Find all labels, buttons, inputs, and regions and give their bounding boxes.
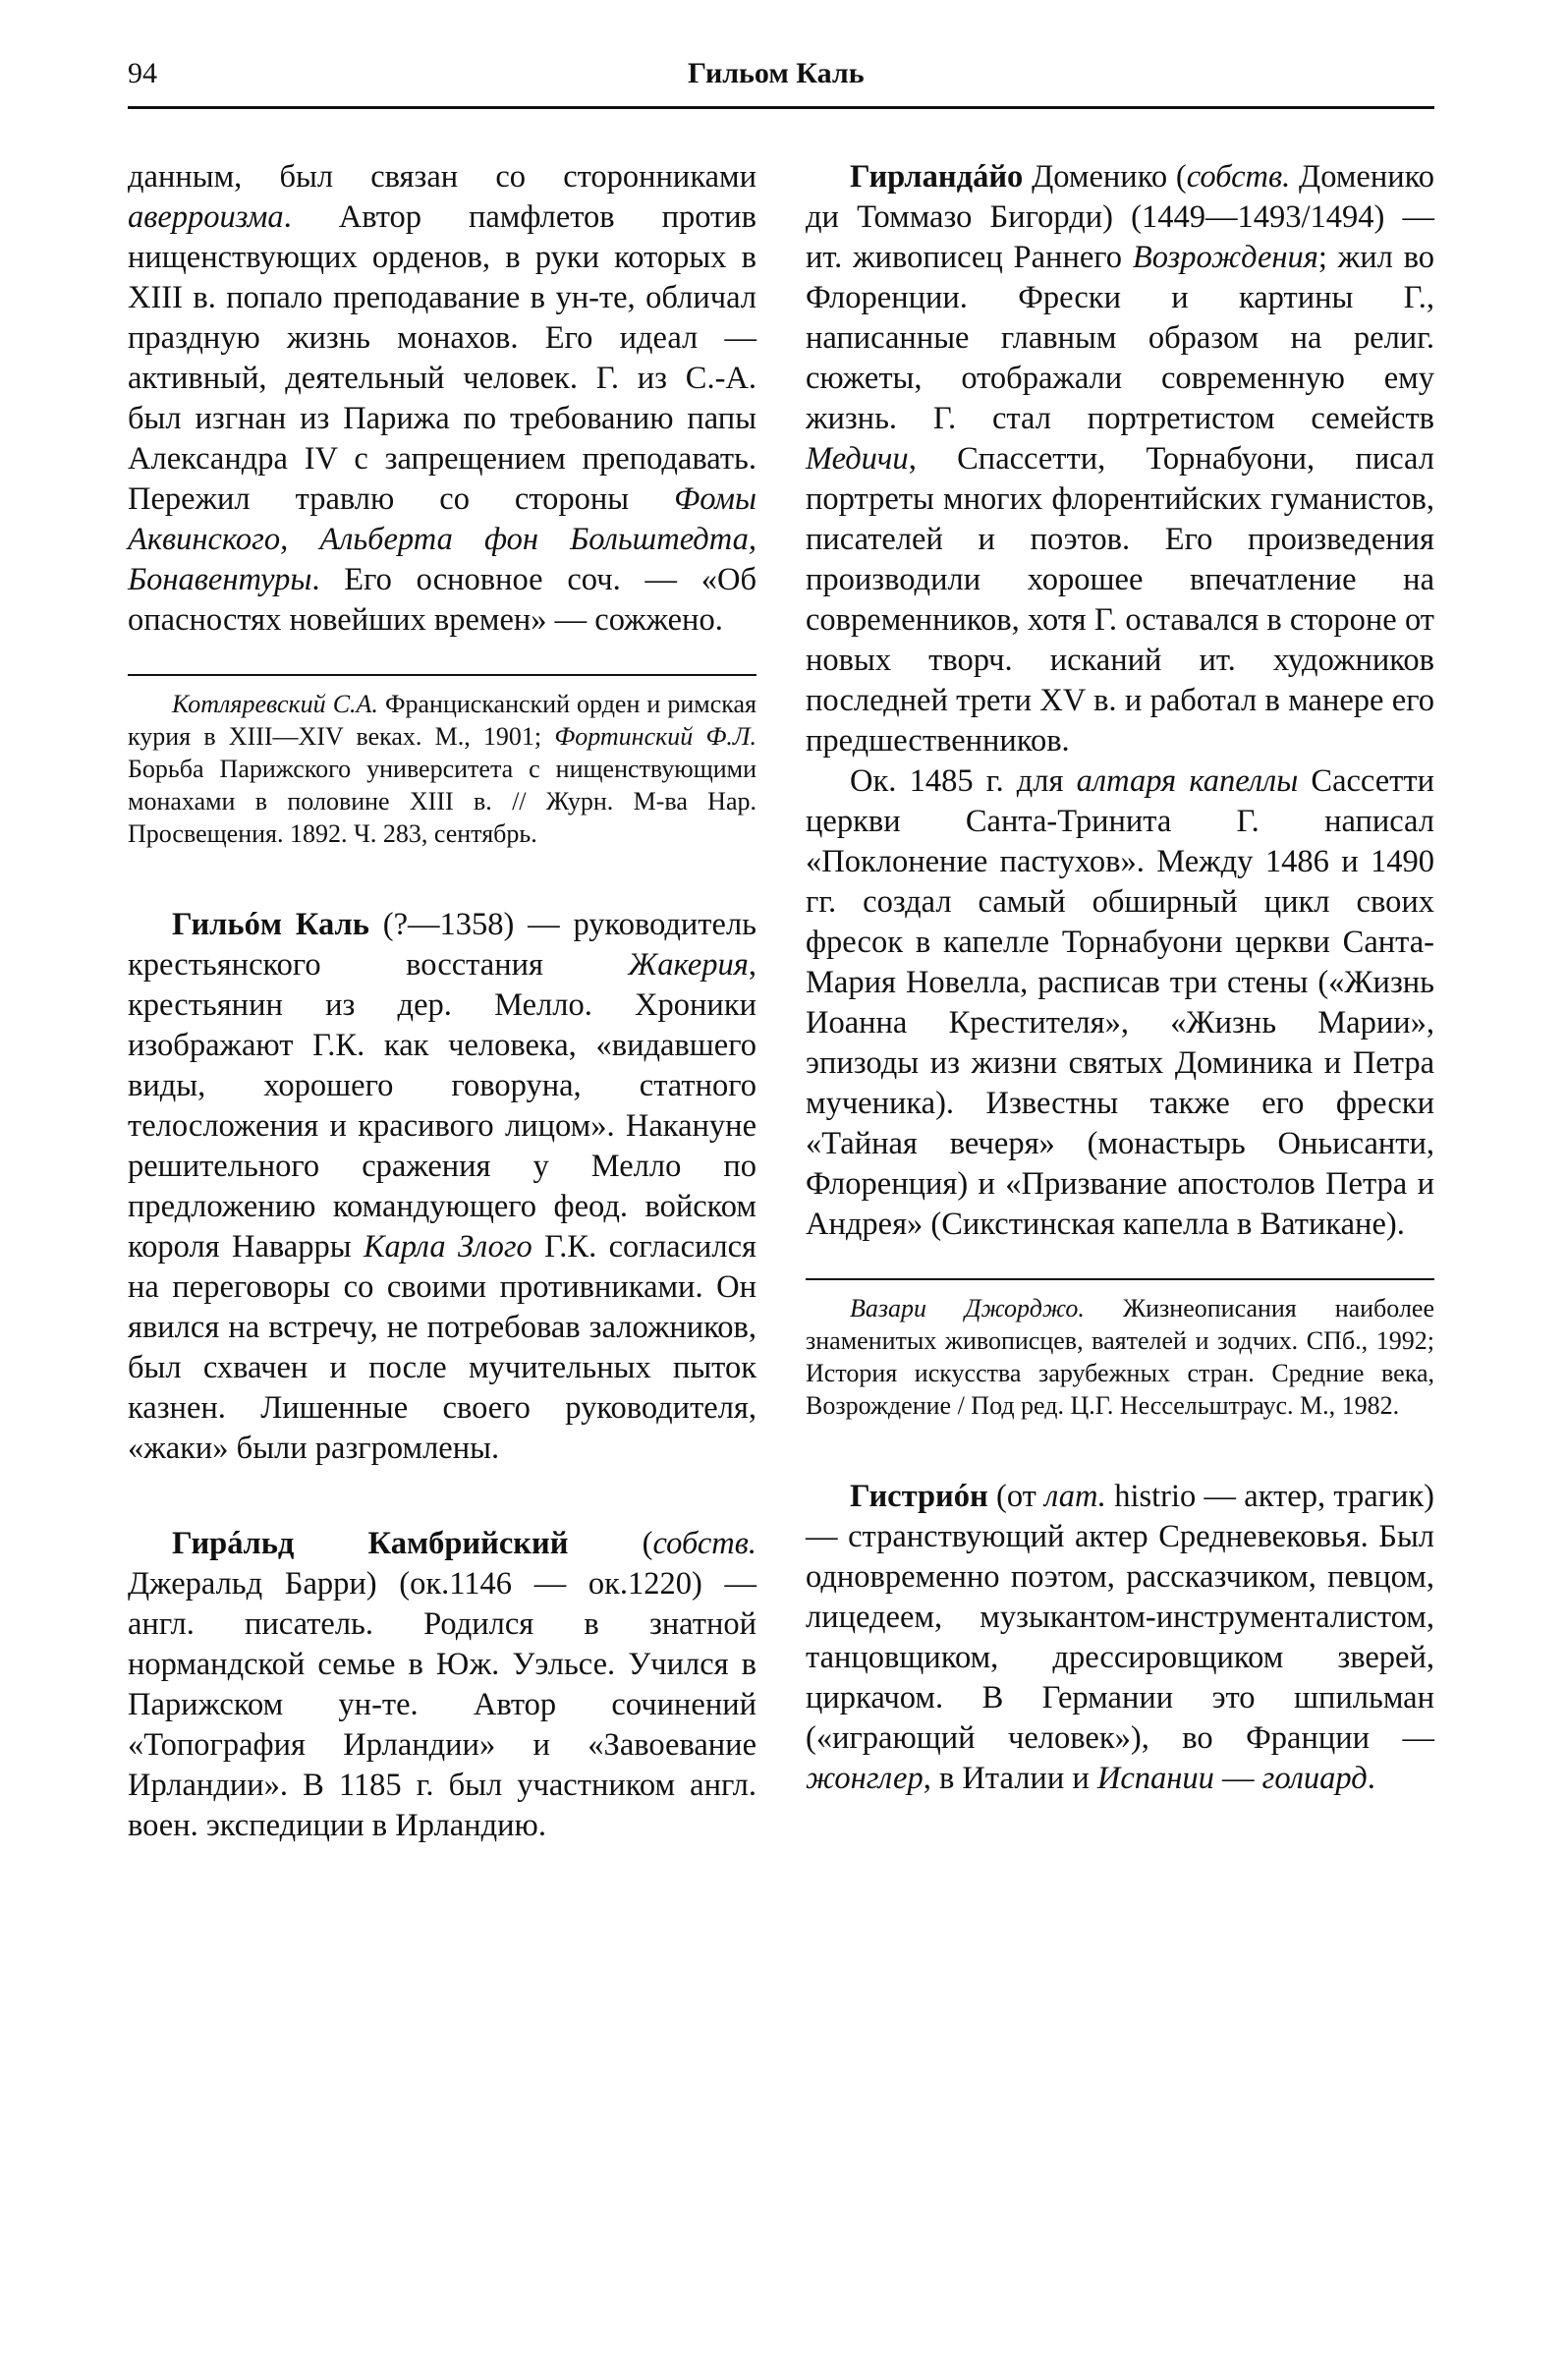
entry-headword: Гильóм Каль <box>172 907 369 942</box>
references-block <box>128 688 756 850</box>
running-head: Гильом Каль <box>688 57 865 89</box>
left-column <box>128 157 756 1880</box>
reference-text: Вазари Джорджо. Жизнеописания наиболее знаменитых живописцев, ваятелей и зодчих. СПб., 1992; История искусства зарубежных стран. Средние века, Возрождение / Под ред. Ц.Г. Нессельштраус. М., 1982. <box>806 1294 1435 1420</box>
entry-headword: Гистриóн <box>850 1479 988 1514</box>
page-number: 94 <box>128 57 157 89</box>
entry-histrion: Гистриóн (от лат. histrio — актер, трагик) — странствующий актер Средневековья. Был одновременно поэтом, рассказчиком, певцом, лицедеем, музыкантом-инструменталистом, танцовщиком, дрессировщиком зверей, циркачом. В Германии это шпильман («играющий человек»), во Франции — жонглер, в Италии и Испании — голиард. <box>806 1479 1434 1796</box>
section-separator <box>806 1278 1434 1280</box>
entry-headword: Гирландáйо <box>850 159 1024 195</box>
reference-text: Котляревский С.А. Францисканский орден и римская курия в XIII—XIV веках. М., 1901; Фортинский Ф.Л. Борьба Парижского университета с нищенствующими монахами в половине XIII в. // Журн. М-ва Нар. Просвещения. 1892. Ч. 283, сентябрь. <box>128 690 756 848</box>
entry-ghirlandaio: Гирландáйо Доменико (собств. Доменико ди Томмазо Бигорди) (1449—1493/1494) — ит. живописец Раннего Возрождения; жил во Флоренции. Фрески и картины Г., написанные главным образом на религ. сюжеты, отображали современную ему жизнь. Г. стал портретистом семейств Медичи, Спассетти, Торнабуони, писал портреты многих флорентийских гуманистов, писателей и поэтов. Его произведения производили хорошее впечатление на современников, хотя Г. оставался в стороне от новых творч. исканий ит. художников последней трети XV в. и работал в манере его предшественников. <box>806 159 1434 759</box>
entry-ghirlandaio-paragraph-2: Ок. 1485 г. для алтаря капеллы Сассетти церкви Санта-Тринита Г. написал «Поклонение пастухов». Между 1486 и 1490 гг. создал самый обширный цикл своих фресок в капелле Торнабуони церкви Санта-Мария Новелла, расписав три стены («Жизнь Иоанна Крестителя», «Жизнь Марии», эпизоды из жизни святых Доминика и Петра мученика). Известны также его фрески «Тайная вечеря» (монастырь Оньисанти, Флоренция) и «Призвание апостолов Петра и Андрея» (Сикстинская капелла в Ватикане). <box>806 763 1434 1242</box>
right-column <box>806 157 1434 1832</box>
references-block <box>806 1292 1434 1422</box>
entry-guillaume-cale: Гильóм Каль (?—1358) — руководитель крестьянского восстания Жакерия, крестьянин из дер. Мелло. Хроники изображают Г.К. как человека, «видавшего виды, хорошего говоруна, статного телосложения и красивого лицом». Накануне решительного сражения у Мелло по предложению командующего феод. войском короля Наварры Карла Злого Г.К. согласился на переговоры со своими противниками. Он явился на встречу, не потребовав заложников, был схвачен и после мучительных пыток казнен. Лишенные своего руководителя, «жаки» были разгромлены. <box>128 907 756 1466</box>
header-rule <box>128 106 1434 109</box>
entry-headword: Гирáльд Камбрийский <box>172 1526 569 1561</box>
section-separator <box>128 674 756 676</box>
continued-entry-text: данным, был связан со сторонниками аверроизма. Автор памфлетов против нищенствующих орденов, в руки которых в XIII в. попало преподавание в ун-те, обличал праздную жизнь монахов. Его идеал — активный, деятельный человек. Г. из С.-А. был изгнан из Парижа по требованию папы Александра IV с запрещением преподавать. Пережил травлю со стороны Фомы Аквинского, Альберта фон Больштедта, Бонавентуры. Его основное соч. — «Об опасностях новейших времен» — сожжено. <box>128 159 756 638</box>
entry-giraldus-cambrensis: Гирáльд Камбрийский (собств. Джеральд Барри) (ок.1146 — ок.1220) — англ. писатель. Родился в знатной нормандской семье в Юж. Уэльсе. Учился в Парижском ун-те. Автор сочинений «Топография Ирландии» и «Завоевание Ирландии». В 1185 г. был участником англ. воен. экспедиции в Ирландию. <box>128 1526 756 1843</box>
